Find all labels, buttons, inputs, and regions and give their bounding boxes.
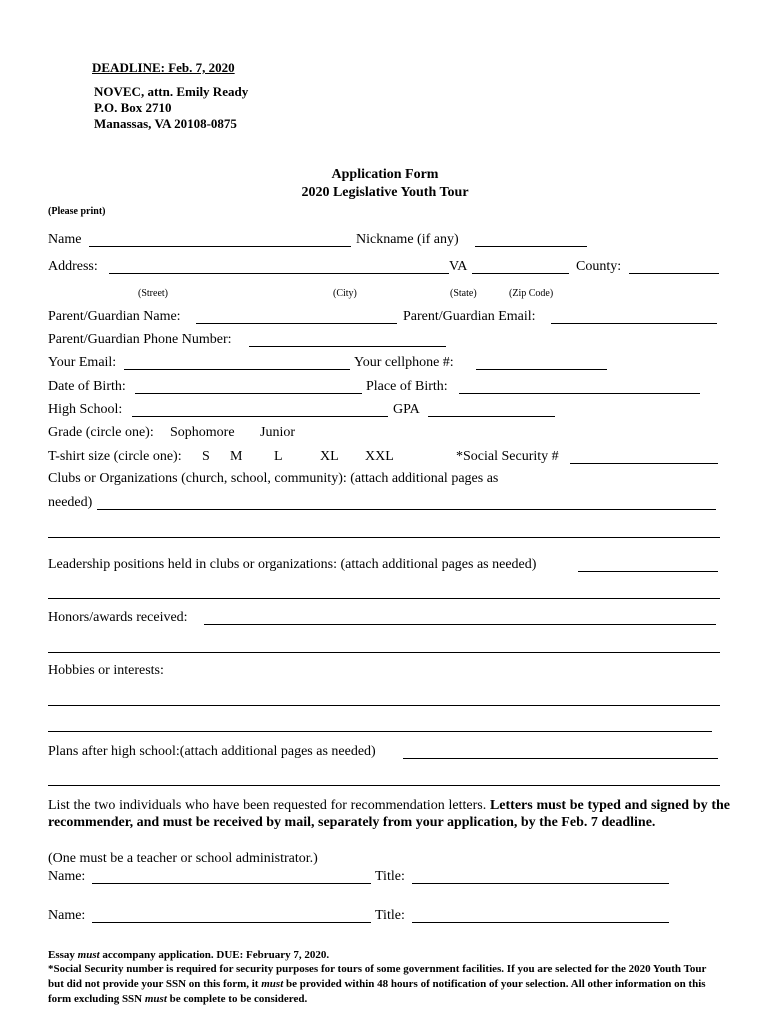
recommender-1-name-label: Name: xyxy=(48,869,86,884)
plans-label: Plans after high school:(attach additional pages as needed) xyxy=(48,744,376,759)
parent-name-label: Parent/Guardian Name: xyxy=(48,309,181,324)
recommendation-bold-text: Letters must be typed and signed by the recommender, and must be received by mail, separately from your application, by the Feb. 7 deadline. xyxy=(48,798,731,830)
hobbies-field-line1[interactable] xyxy=(48,705,720,706)
recommender-1-name-field[interactable] xyxy=(92,883,371,884)
cellphone-field[interactable] xyxy=(476,369,607,370)
zip-field[interactable] xyxy=(472,273,569,274)
your-email-field[interactable] xyxy=(124,369,350,370)
form-subtitle: 2020 Legislative Youth Tour xyxy=(301,185,469,200)
recommender-1-title-label: Title: xyxy=(375,869,405,884)
recommender-2-name-label: Name: xyxy=(48,908,86,923)
parent-email-label: Parent/Guardian Email: xyxy=(403,309,536,324)
address-line-2: P.O. Box 2710 xyxy=(94,100,172,115)
leadership-field-line2[interactable] xyxy=(48,598,720,599)
clubs-field-line2[interactable] xyxy=(48,537,720,538)
clubs-field-line1[interactable] xyxy=(97,509,716,510)
hobbies-field-line2[interactable] xyxy=(48,731,712,732)
honors-field-line2[interactable] xyxy=(48,652,720,653)
essay-note-emphasis: must xyxy=(77,949,100,961)
parent-phone-label: Parent/Guardian Phone Number: xyxy=(48,332,232,347)
ssn-field[interactable] xyxy=(570,463,718,464)
gpa-field[interactable] xyxy=(428,416,555,417)
state-va-label: VA xyxy=(449,259,468,274)
essay-note-post: accompany application. DUE: February 7, 2020. xyxy=(99,949,330,961)
tshirt-size-l[interactable]: L xyxy=(274,449,283,464)
city-sublabel: (City) xyxy=(333,288,357,299)
recommendation-paragraph xyxy=(48,797,730,831)
zip-sublabel: (Zip Code) xyxy=(509,288,554,299)
ssn-footnote-emphasis-1: must xyxy=(261,978,284,990)
plans-field-line1[interactable] xyxy=(403,758,718,759)
parent-email-field[interactable] xyxy=(551,323,717,324)
recommender-2-title-field[interactable] xyxy=(412,922,669,923)
honors-field-line1[interactable] xyxy=(204,624,716,625)
deadline-text: DEADLINE: Feb. 7, 2020 xyxy=(92,60,235,75)
high-school-field[interactable] xyxy=(132,416,388,417)
recommendation-intro: List the two individuals who have been requested for recommendation letters. xyxy=(48,798,487,813)
ssn-footnote-pre: *Social Security number is required for security purposes for tours of some government facilities. If you are selected for the 2020 Youth Tour but did not provide your SSN on this form, it xyxy=(48,963,707,990)
recommendation-note: (One must be a teacher or school administrator.) xyxy=(48,851,318,866)
ssn-footnote xyxy=(48,962,718,1007)
street-sublabel: (Street) xyxy=(138,288,168,299)
name-label: Name xyxy=(48,232,82,247)
your-email-label: Your Email: xyxy=(48,355,117,370)
tshirt-size-m[interactable]: M xyxy=(230,449,243,464)
plans-field-line2[interactable] xyxy=(48,785,720,786)
recommender-2-title-label: Title: xyxy=(375,908,405,923)
parent-phone-field[interactable] xyxy=(249,346,446,347)
ssn-footnote-post: be complete to be considered. xyxy=(166,993,308,1005)
grade-label: Grade (circle one): xyxy=(48,425,154,440)
ssn-label: *Social Security # xyxy=(456,449,559,464)
form-title: Application Form xyxy=(331,167,439,182)
ssn-footnote-emphasis-2: must xyxy=(144,993,167,1005)
honors-label: Honors/awards received: xyxy=(48,610,188,625)
grade-option-junior[interactable]: Junior xyxy=(260,425,295,440)
high-school-label: High School: xyxy=(48,402,123,417)
tshirt-size-xxl[interactable]: XXL xyxy=(365,449,394,464)
grade-option-sophomore[interactable]: Sophomore xyxy=(170,425,235,440)
dob-label: Date of Birth: xyxy=(48,379,126,394)
dob-field[interactable] xyxy=(135,393,362,394)
essay-note-pre: Essay xyxy=(48,949,78,961)
tshirt-size-xl[interactable]: XL xyxy=(320,449,339,464)
ssn-footnote-mid: be provided within 48 hours of notification of your selection. All other information on this form excluding SSN xyxy=(48,978,706,1005)
address-street-city-field[interactable] xyxy=(109,273,449,274)
state-sublabel: (State) xyxy=(450,288,477,299)
address-line-3: Manassas, VA 20108-0875 xyxy=(94,116,237,131)
nickname-label: Nickname (if any) xyxy=(356,232,459,247)
essay-note xyxy=(48,948,718,963)
recommender-1-title-field[interactable] xyxy=(412,883,669,884)
parent-name-field[interactable] xyxy=(196,323,397,324)
recommender-2-name-field[interactable] xyxy=(92,922,371,923)
leadership-field-line1[interactable] xyxy=(578,571,718,572)
clubs-label-line1: Clubs or Organizations (church, school, community): (attach additional pages as xyxy=(48,471,499,486)
name-field[interactable] xyxy=(89,246,351,247)
address-line-1: NOVEC, attn. Emily Ready xyxy=(94,84,249,99)
pob-label: Place of Birth: xyxy=(366,379,448,394)
cellphone-label: Your cellphone #: xyxy=(354,355,454,370)
county-field[interactable] xyxy=(629,273,719,274)
county-label: County: xyxy=(576,259,622,274)
hobbies-label: Hobbies or interests: xyxy=(48,663,164,678)
address-label: Address: xyxy=(48,259,98,274)
tshirt-size-s[interactable]: S xyxy=(202,449,210,464)
pob-field[interactable] xyxy=(459,393,700,394)
clubs-label-line2: needed) xyxy=(48,495,93,510)
gpa-label: GPA xyxy=(393,402,420,417)
please-print-note: (Please print) xyxy=(48,206,106,217)
nickname-field[interactable] xyxy=(475,246,587,247)
leadership-label: Leadership positions held in clubs or organizations: (attach additional pages as needed) xyxy=(48,557,537,572)
tshirt-label: T-shirt size (circle one): xyxy=(48,449,182,464)
